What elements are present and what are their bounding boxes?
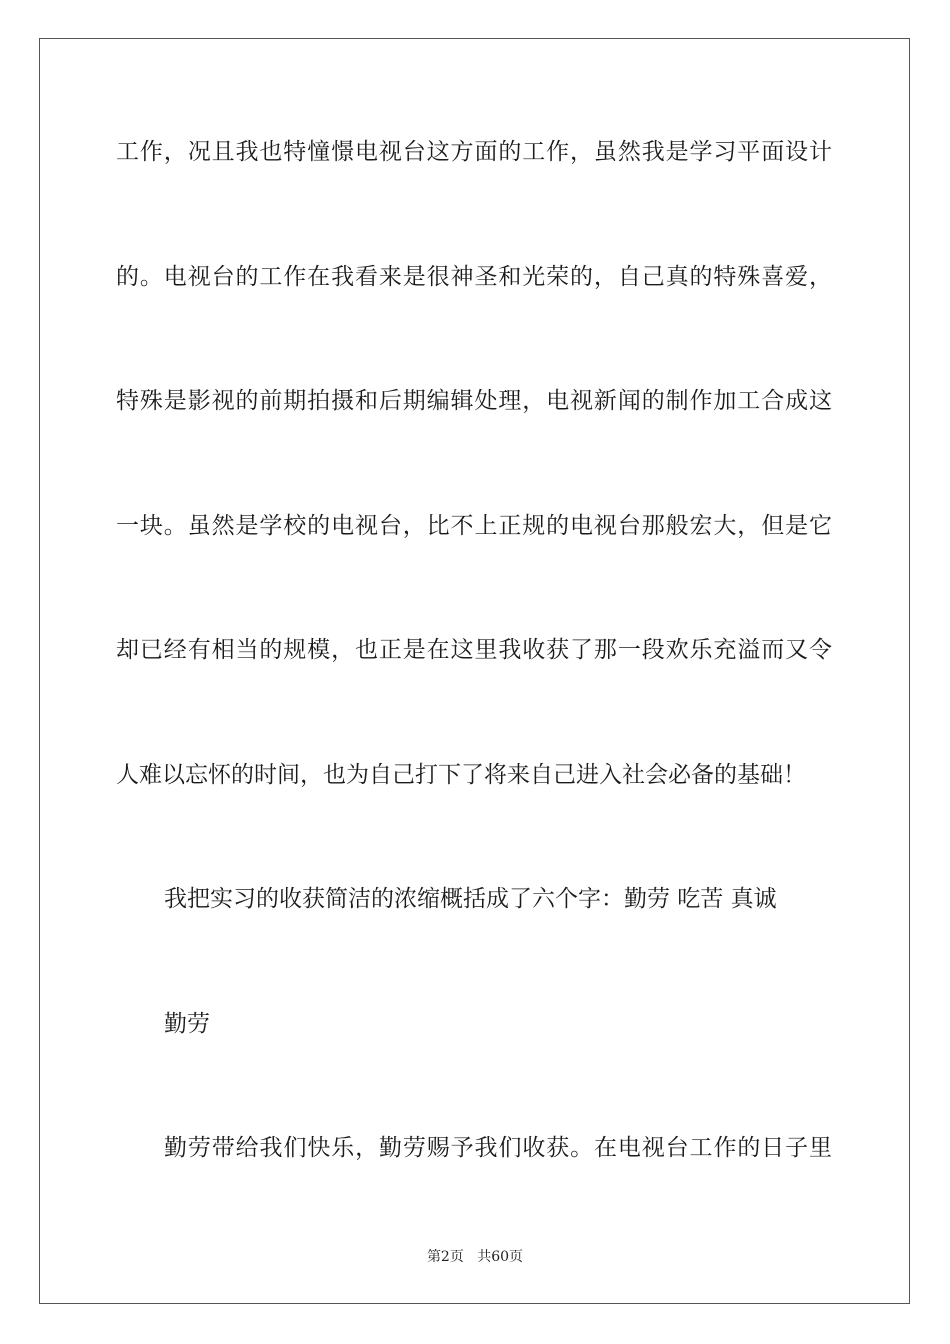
page-number: 第2页	[426, 1249, 464, 1265]
text-line-4: 一块。虽然是学校的电视台，比不上正规的电视台那般宏大，但是它	[116, 513, 832, 539]
text-line-7: 勤劳带给我们快乐，勤劳赐予我们收获。在电视台工作的日子里	[164, 1135, 832, 1161]
text-line-5: 却已经有相当的规模，也正是在这里我收获了那一段欢乐充溢而又令	[116, 637, 832, 663]
text-line-6: 人难以忘怀的时间，也为自己打下了将来自己进入社会必备的基础！	[116, 762, 806, 788]
page-border	[39, 38, 910, 1304]
text-line-2: 的。电视台的工作在我看来是很神圣和光荣的，自己真的特殊喜爱，	[116, 264, 832, 290]
page-footer	[0, 1248, 950, 1266]
page-total: 共60页	[477, 1249, 524, 1265]
summary-line: 我把实习的收获简洁的浓缩概括成了六个字：勤劳 吃苦 真诚	[164, 886, 777, 912]
section-heading: 勤劳	[164, 1011, 210, 1037]
text-line-3: 特殊是影视的前期拍摄和后期编辑处理，电视新闻的制作加工合成这	[116, 388, 832, 414]
text-line-1: 工作，况且我也特憧憬电视台这方面的工作，虽然我是学习平面设计	[116, 139, 832, 165]
